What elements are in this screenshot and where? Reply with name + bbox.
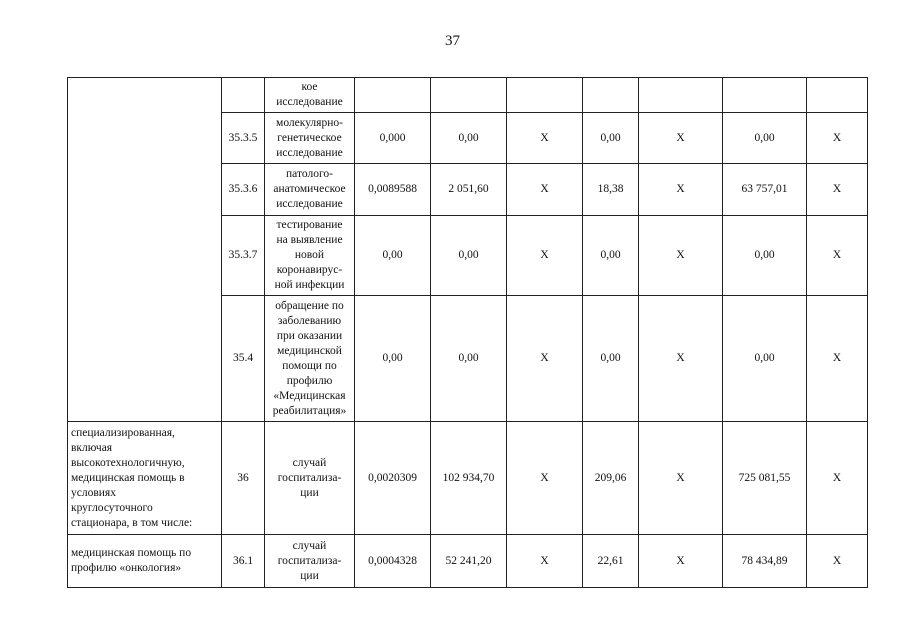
section-name-cell bbox=[68, 535, 222, 588]
value-cell: X bbox=[807, 535, 868, 588]
name-line: медицинская помощь по bbox=[71, 547, 192, 559]
name-line: круглосуточного bbox=[71, 501, 153, 514]
name-line: стационара, в том числе: bbox=[71, 516, 193, 529]
unit-cell bbox=[265, 216, 355, 296]
value-cell: 102 934,70 bbox=[431, 422, 507, 535]
name-line: медицинская помощь в bbox=[71, 471, 185, 484]
value-cell: X bbox=[507, 535, 583, 588]
unit-line: генетическое bbox=[277, 131, 342, 144]
value-cell: X bbox=[639, 216, 723, 296]
value-cell: 209,06 bbox=[583, 422, 639, 535]
unit-line: коронавирус- bbox=[276, 264, 343, 276]
unit-line: медицинской bbox=[277, 344, 342, 357]
value-cell: 0,00 bbox=[723, 296, 807, 422]
code-cell bbox=[222, 78, 265, 113]
value-cell: X bbox=[807, 164, 868, 216]
unit-line: исследование bbox=[276, 146, 343, 159]
value-cell: 0,00 bbox=[723, 113, 807, 164]
value-cell: X bbox=[807, 113, 868, 164]
value-cell: 52 241,20 bbox=[431, 535, 507, 588]
unit-line: госпитализа- bbox=[277, 554, 342, 567]
unit-line: ции bbox=[300, 486, 319, 499]
value-cell: X bbox=[807, 296, 868, 422]
table-row bbox=[68, 535, 868, 588]
unit-line: анатомическое bbox=[273, 183, 346, 195]
unit-line: ной инфекции bbox=[274, 279, 345, 291]
section-name-cell bbox=[68, 422, 222, 535]
value-cell: 0,0020309 bbox=[355, 422, 431, 535]
unit-line: обращение по bbox=[275, 299, 344, 312]
unit-cell bbox=[265, 78, 355, 113]
value-cell: X bbox=[507, 113, 583, 164]
unit-cell bbox=[265, 422, 355, 535]
unit-line: при оказании bbox=[276, 329, 343, 342]
value-cell: 725 081,55 bbox=[723, 422, 807, 535]
name-line: условиях bbox=[71, 486, 116, 499]
code-cell: 35.4 bbox=[222, 296, 265, 422]
value-cell: X bbox=[807, 422, 868, 535]
value-cell: X bbox=[639, 296, 723, 422]
name-line: профилю «онкология» bbox=[71, 562, 182, 574]
unit-line: госпитализа- bbox=[277, 471, 342, 484]
unit-line: профилю bbox=[286, 374, 333, 387]
unit-line: на выявление bbox=[276, 234, 343, 246]
unit-line: новой bbox=[294, 249, 325, 261]
value-cell: X bbox=[507, 164, 583, 216]
value-cell: 63 757,01 bbox=[723, 164, 807, 216]
tariff-table bbox=[67, 77, 868, 588]
unit-line: ции bbox=[300, 569, 319, 582]
value-cell bbox=[583, 78, 639, 113]
value-cell: X bbox=[639, 113, 723, 164]
unit-line: исследование bbox=[276, 198, 343, 210]
section-name-cell bbox=[68, 78, 222, 422]
unit-line: помощи по bbox=[282, 359, 337, 372]
value-cell: 0,00 bbox=[355, 296, 431, 422]
value-cell: X bbox=[507, 216, 583, 296]
value-cell bbox=[355, 78, 431, 113]
value-cell: 0,000 bbox=[355, 113, 431, 164]
value-cell: X bbox=[639, 164, 723, 216]
value-cell: 18,38 bbox=[583, 164, 639, 216]
value-cell: 0,00 bbox=[355, 216, 431, 296]
code-cell: 35.3.7 bbox=[222, 216, 265, 296]
unit-line: заболеванию bbox=[277, 314, 342, 327]
value-cell: 0,00 bbox=[431, 113, 507, 164]
value-cell bbox=[507, 78, 583, 113]
unit-cell bbox=[265, 164, 355, 216]
table-row bbox=[68, 422, 868, 535]
value-cell: 0,0089588 bbox=[355, 164, 431, 216]
value-cell: 22,61 bbox=[583, 535, 639, 588]
table-row bbox=[68, 78, 868, 113]
code-cell: 36 bbox=[222, 422, 265, 535]
value-cell: X bbox=[807, 216, 868, 296]
value-cell: X bbox=[639, 422, 723, 535]
value-cell: X bbox=[639, 535, 723, 588]
value-cell: 0,00 bbox=[583, 216, 639, 296]
value-cell: 0,00 bbox=[583, 113, 639, 164]
name-line: высокотехнологичную, bbox=[71, 456, 185, 469]
code-cell: 35.3.6 bbox=[222, 164, 265, 216]
unit-line: исследование bbox=[276, 96, 343, 108]
value-cell: 0,0004328 bbox=[355, 535, 431, 588]
unit-line: случай bbox=[292, 539, 327, 552]
code-cell: 36.1 bbox=[222, 535, 265, 588]
value-cell: X bbox=[507, 422, 583, 535]
unit-line: реабилитация» bbox=[272, 404, 347, 417]
value-cell: 78 434,89 bbox=[723, 535, 807, 588]
unit-cell bbox=[265, 113, 355, 164]
unit-line: молекулярно- bbox=[276, 116, 343, 129]
unit-line: кое bbox=[301, 81, 318, 93]
value-cell: 0,00 bbox=[583, 296, 639, 422]
name-line: специализированная, bbox=[71, 426, 175, 439]
value-cell bbox=[431, 78, 507, 113]
value-cell: 0,00 bbox=[431, 216, 507, 296]
code-cell: 35.3.5 bbox=[222, 113, 265, 164]
page-number: 37 bbox=[445, 33, 460, 49]
unit-line: «Медицинская bbox=[273, 389, 346, 402]
unit-line: патолого- bbox=[286, 168, 333, 180]
value-cell bbox=[723, 78, 807, 113]
unit-line: тестирование bbox=[276, 219, 343, 231]
name-line: включая bbox=[71, 441, 113, 454]
unit-cell bbox=[265, 535, 355, 588]
unit-cell bbox=[265, 296, 355, 422]
value-cell: 0,00 bbox=[723, 216, 807, 296]
value-cell bbox=[807, 78, 868, 113]
value-cell: X bbox=[507, 296, 583, 422]
unit-line: случай bbox=[292, 456, 327, 469]
value-cell bbox=[639, 78, 723, 113]
value-cell: 0,00 bbox=[431, 296, 507, 422]
value-cell: 2 051,60 bbox=[431, 164, 507, 216]
